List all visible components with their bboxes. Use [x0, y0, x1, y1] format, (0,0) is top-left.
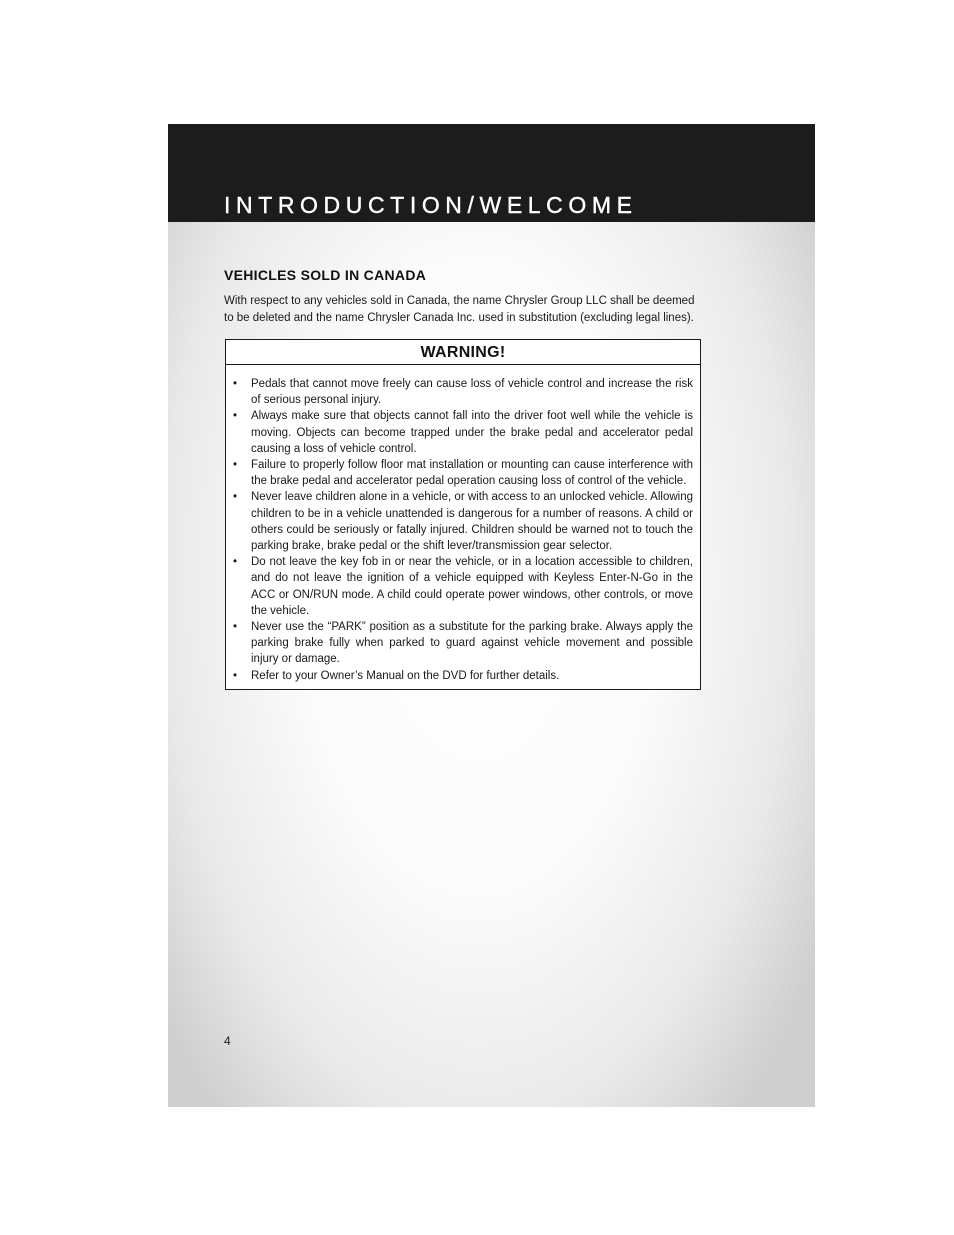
warning-item-text: Failure to properly follow floor mat installation or mounting can cause interference with the brake pedal and accelerator pedal operation causing loss of control of the vehicle.: [251, 459, 693, 488]
manual-page: [168, 124, 815, 1107]
warning-item: [233, 489, 693, 554]
bullet-icon: •: [233, 410, 238, 423]
bullet-icon: •: [233, 669, 238, 682]
bullet-icon: •: [233, 491, 238, 504]
header-band: [168, 124, 815, 222]
warning-title: WARNING!: [420, 344, 506, 361]
bullet-icon: •: [233, 556, 238, 569]
warning-header: [226, 340, 700, 365]
warning-item: [233, 457, 693, 489]
warning-box: [225, 339, 701, 690]
section-heading: VEHICLES SOLD IN CANADA: [224, 267, 427, 283]
warning-list: [226, 365, 700, 684]
warning-item-text: Always make sure that objects cannot fall into the driver foot well while the vehicle is moving. Objects can become trapped under the brake pedal and accelerator pedal causing a loss of vehicle control.: [251, 410, 693, 455]
warning-item-text: Never use the “PARK” position as a substitute for the parking brake. Always apply the parking brake fully when parked to guard against vehicle movement and possible injury or damage.: [251, 621, 693, 666]
bullet-icon: •: [233, 378, 238, 390]
page-number: 4: [224, 1034, 231, 1048]
warning-item: [233, 408, 693, 457]
warning-item-text: Refer to your Owner’s Manual on the DVD for further details.: [251, 669, 560, 682]
warning-item: [233, 376, 693, 408]
warning-item-text: Pedals that cannot move freely can cause loss of vehicle control and increase the risk of serious personal injury.: [251, 378, 693, 407]
page-title: INTRODUCTION/WELCOME: [224, 192, 638, 218]
warning-item: [233, 554, 693, 619]
bullet-icon: •: [233, 621, 238, 634]
warning-item: [233, 619, 693, 668]
section-body-text: With respect to any vehicles sold in Canada, the name Chrysler Group LLC shall be deemed to be deleted and the name Chrysler Canada Inc. used in substitution (excluding legal lines).: [224, 295, 695, 324]
warning-item-text: Do not leave the key fob in or near the vehicle, or in a location accessible to children, and do not leave the ignition of a vehicle equipped with Keyless Enter-N-Go in the ACC or ON/RUN mode. A child could operate power windows, other controls, or move the vehicle.: [251, 556, 693, 617]
warning-item: [233, 668, 693, 684]
bullet-icon: •: [233, 459, 238, 472]
warning-item-text: Never leave children alone in a vehicle, or with access to an unlocked vehicle. Allowing children to be in a vehicle unattended is dangerous for a number of reasons. A child or others could be seriously or fatally injured. Children should be warned not to touch the parking brake, brake pedal or the shift lever/transmission gear selector.: [251, 491, 693, 553]
